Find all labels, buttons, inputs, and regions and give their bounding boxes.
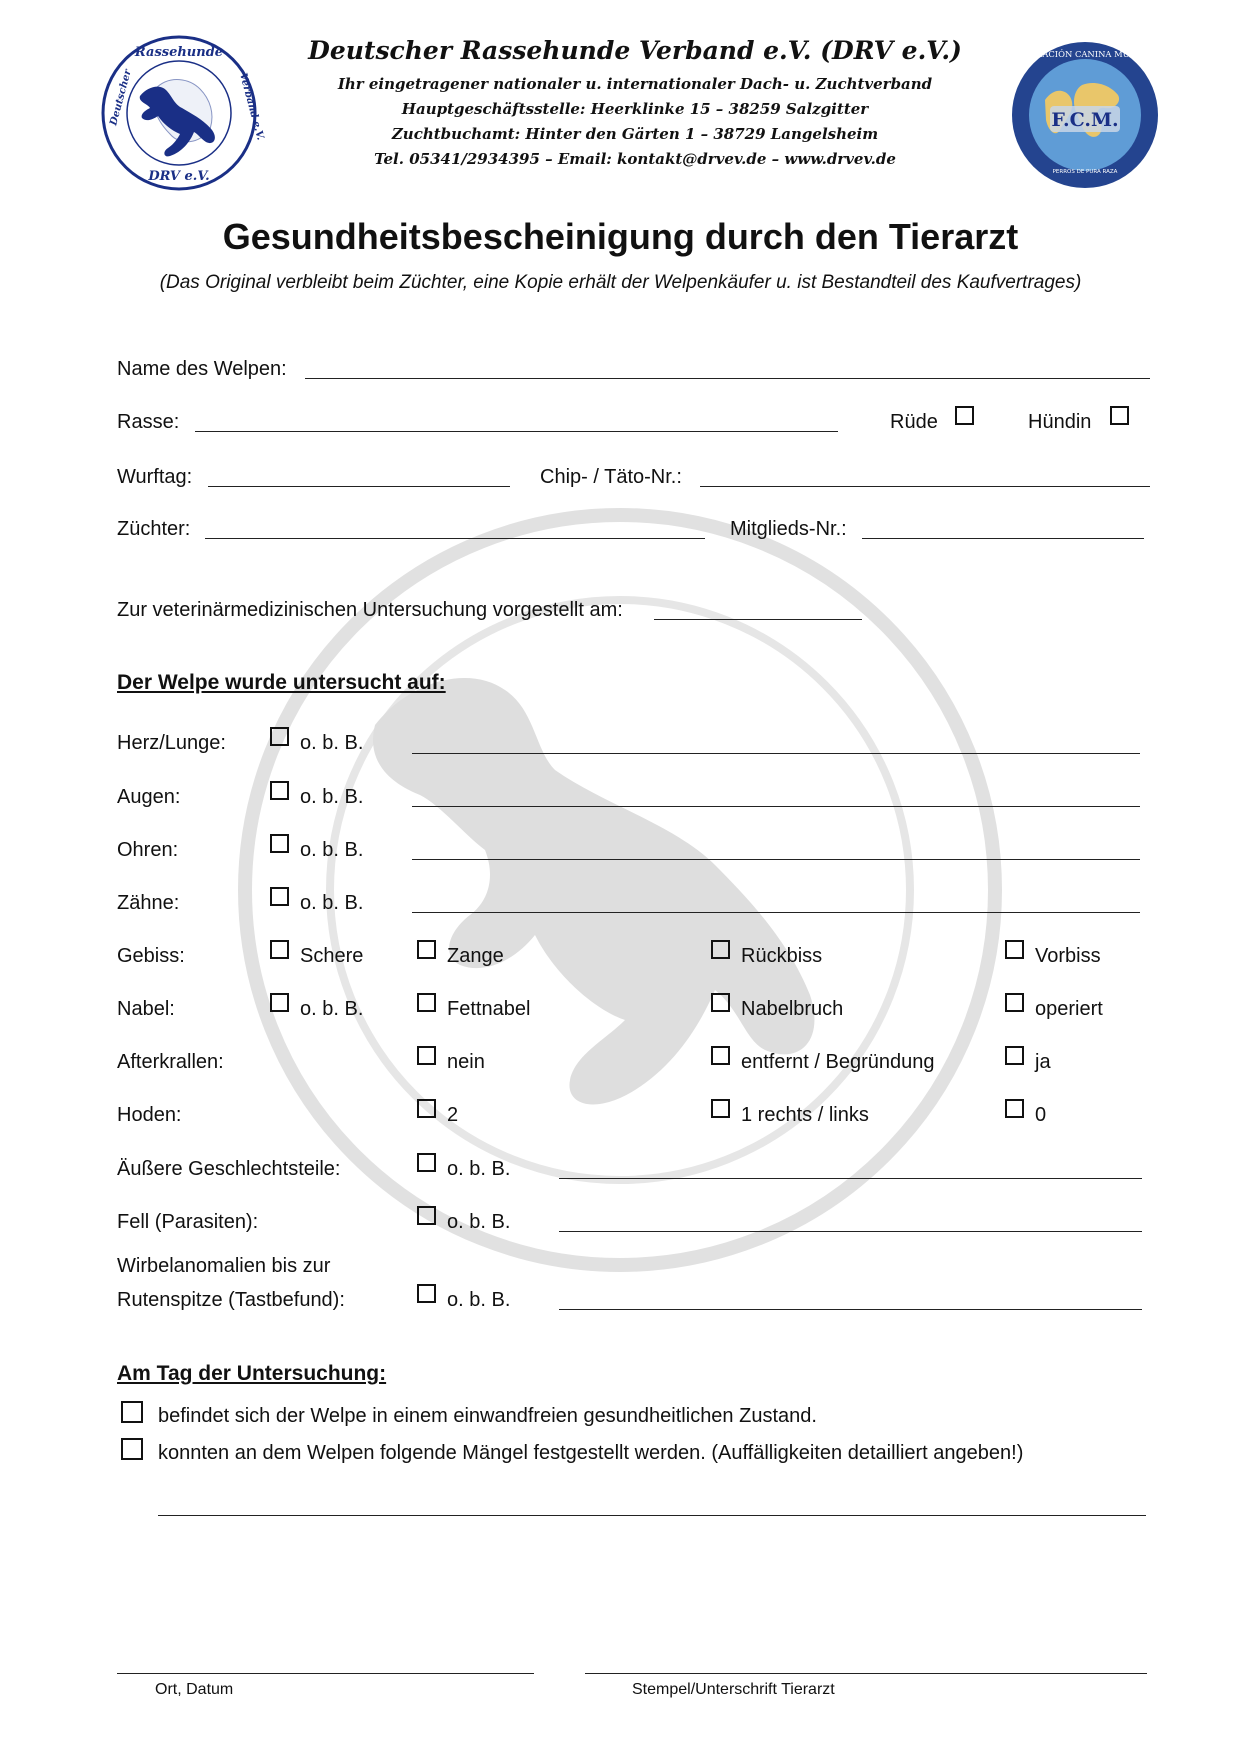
vorgestellt-input-line[interactable] (654, 619, 862, 620)
rasse-input-line[interactable] (195, 431, 838, 432)
hoden-0-checkbox[interactable] (1005, 1099, 1024, 1118)
day-healthy-label: befindet sich der Welpe in einem einwandfreien gesundheitlichen Zustand. (158, 1405, 817, 1427)
nabel-operiert-label: operiert (1035, 998, 1103, 1020)
logo-ring-top: Rassehunde (134, 45, 224, 60)
ohren-notes-line[interactable] (412, 859, 1140, 860)
ohren-label: Ohren: (117, 839, 179, 861)
wirbel-label-line2: Rutenspitze (Tastbefund): (117, 1289, 345, 1311)
nabel-fettnabel-checkbox[interactable] (417, 993, 436, 1012)
org-address-registry: Zuchtbuchamt: Hinter den Gärten 1 – 38729 Langelsheim (391, 125, 879, 143)
fcm-center-text: F.C.M. (1051, 109, 1119, 131)
gebiss-rueckbiss-label: Rückbiss (741, 945, 823, 967)
gebiss-zange-checkbox[interactable] (417, 940, 436, 959)
fell-obb-checkbox[interactable] (417, 1206, 436, 1225)
herz-notes-line[interactable] (412, 753, 1140, 754)
hoden-1-checkbox[interactable] (711, 1099, 730, 1118)
nabel-nabelbruch-label: Nabelbruch (741, 998, 844, 1020)
fcm-bottom-text: PERROS DE PURA RAZA (1052, 169, 1118, 175)
hoden-label: Hoden: (117, 1104, 182, 1126)
augen-label: Augen: (117, 786, 181, 808)
zaehne-obb-label: o. b. B. (300, 892, 364, 914)
defects-notes-line[interactable] (158, 1515, 1146, 1516)
name-label: Name des Welpen: (117, 358, 287, 380)
chip-input-line[interactable] (700, 486, 1150, 487)
zuechter-input-line[interactable] (205, 538, 705, 539)
augen-notes-line[interactable] (412, 806, 1140, 807)
fcm-logo (1010, 40, 1160, 190)
wirbel-obb-checkbox[interactable] (417, 1284, 436, 1303)
zaehne-notes-line[interactable] (412, 912, 1140, 913)
ruede-checkbox[interactable] (955, 406, 974, 425)
zaehne-obb-checkbox[interactable] (270, 887, 289, 906)
geschlecht-notes-line[interactable] (559, 1178, 1142, 1179)
afterkrallen-nein-checkbox[interactable] (417, 1046, 436, 1065)
herz-label: Herz/Lunge: (117, 732, 226, 754)
huendin-checkbox[interactable] (1110, 406, 1129, 425)
logo-ring-right: Verband e.V. (237, 71, 266, 142)
gebiss-zange-label: Zange (447, 945, 504, 967)
org-contact: Tel. 05341/2934395 – Email: kontakt@drvev.de – www.drvev.de (374, 150, 896, 168)
zaehne-label: Zähne: (117, 892, 180, 914)
ort-datum-line[interactable] (117, 1673, 534, 1674)
geschlecht-label: Äußere Geschlechtsteile: (117, 1158, 341, 1180)
org-address-main: Hauptgeschäftsstelle: Heerklinke 15 – 38259 Salzgitter (401, 100, 869, 118)
chip-label: Chip- / Täto-Nr.: (540, 466, 682, 488)
huendin-label: Hündin (1028, 411, 1092, 433)
fcm-ring-text: FEDERACIÓN CANINA MUNDIAL (1011, 49, 1159, 59)
wurftag-input-line[interactable] (208, 486, 510, 487)
name-input-line[interactable] (305, 378, 1150, 379)
hoden-2-checkbox[interactable] (417, 1099, 436, 1118)
day-defects-checkbox[interactable] (121, 1438, 143, 1460)
logo-ring-left: Deutscher (108, 68, 134, 127)
ruede-label: Rüde (890, 411, 938, 433)
afterkrallen-entfernt-label: entfernt / Begründung (741, 1051, 935, 1073)
herz-obb-label: o. b. B. (300, 732, 364, 754)
org-subtitle: Ihr eingetragener nationaler u. internationaler Dach- u. Zuchtverband (337, 75, 933, 93)
augen-obb-label: o. b. B. (300, 786, 364, 808)
gebiss-schere-label: Schere (300, 945, 364, 967)
day-defects-label: konnten an dem Welpen folgende Mängel festgestellt werden. (Auffälligkeiten detailliert angeben!) (158, 1442, 1024, 1464)
afterkrallen-nein-label: nein (447, 1051, 485, 1073)
geschlecht-obb-label: o. b. B. (447, 1158, 511, 1180)
nabel-nabelbruch-checkbox[interactable] (711, 993, 730, 1012)
day-heading: Am Tag der Untersuchung: (117, 1362, 387, 1385)
nabel-obb-label: o. b. B. (300, 998, 364, 1020)
gebiss-vorbiss-label: Vorbiss (1035, 945, 1101, 967)
document-title: Gesundheitsbescheinigung durch den Tierarzt (222, 216, 1019, 257)
nabel-label: Nabel: (117, 998, 175, 1020)
mitglied-label: Mitglieds-Nr.: (730, 518, 847, 540)
gebiss-rueckbiss-checkbox[interactable] (711, 940, 730, 959)
fell-obb-label: o. b. B. (447, 1211, 511, 1233)
afterkrallen-ja-checkbox[interactable] (1005, 1046, 1024, 1065)
nabel-operiert-checkbox[interactable] (1005, 993, 1024, 1012)
rasse-label: Rasse: (117, 411, 180, 433)
stempel-label: Stempel/Unterschrift Tierarzt (632, 1681, 835, 1698)
fell-label: Fell (Parasiten): (117, 1211, 259, 1233)
herz-obb-checkbox[interactable] (270, 727, 289, 746)
ort-datum-label: Ort, Datum (155, 1681, 234, 1698)
day-healthy-checkbox[interactable] (121, 1401, 143, 1423)
geschlecht-obb-checkbox[interactable] (417, 1153, 436, 1172)
mitglied-input-line[interactable] (862, 538, 1144, 539)
wirbel-obb-label: o. b. B. (447, 1289, 511, 1311)
stempel-line[interactable] (585, 1673, 1147, 1674)
hoden-0-label: 0 (1035, 1104, 1047, 1126)
gebiss-schere-checkbox[interactable] (270, 940, 289, 959)
wurftag-label: Wurftag: (117, 466, 193, 488)
ohren-obb-checkbox[interactable] (270, 834, 289, 853)
gebiss-label: Gebiss: (117, 945, 185, 967)
logo-ring-bottom: DRV e.V. (148, 169, 210, 184)
hoden-1-label: 1 rechts / links (741, 1104, 869, 1126)
afterkrallen-entfernt-checkbox[interactable] (711, 1046, 730, 1065)
gebiss-vorbiss-checkbox[interactable] (1005, 940, 1024, 959)
document-subtitle: (Das Original verbleibt beim Züchter, eine Kopie erhält der Welpenkäufer u. ist Bestandteil des Kaufvertrages) (159, 272, 1082, 293)
drv-logo (100, 34, 266, 192)
zuechter-label: Züchter: (117, 518, 191, 540)
hoden-2-label: 2 (447, 1104, 459, 1126)
nabel-obb-checkbox[interactable] (270, 993, 289, 1012)
afterkrallen-ja-label: ja (1035, 1051, 1051, 1073)
augen-obb-checkbox[interactable] (270, 781, 289, 800)
exam-heading: Der Welpe wurde untersucht auf: (117, 671, 446, 694)
ohren-obb-label: o. b. B. (300, 839, 364, 861)
dog-silhouette-watermark (373, 678, 814, 1105)
wirbel-notes-line[interactable] (559, 1309, 1142, 1310)
nabel-fettnabel-label: Fettnabel (447, 998, 531, 1020)
vorgestellt-label: Zur veterinärmedizinischen Untersuchung vorgestellt am: (117, 599, 623, 621)
afterkrallen-label: Afterkrallen: (117, 1051, 224, 1073)
wirbel-label-line1: Wirbelanomalien bis zur (117, 1255, 331, 1277)
org-title: Deutscher Rassehunde Verband e.V. (DRV e.V.) (308, 36, 962, 65)
fell-notes-line[interactable] (559, 1231, 1142, 1232)
